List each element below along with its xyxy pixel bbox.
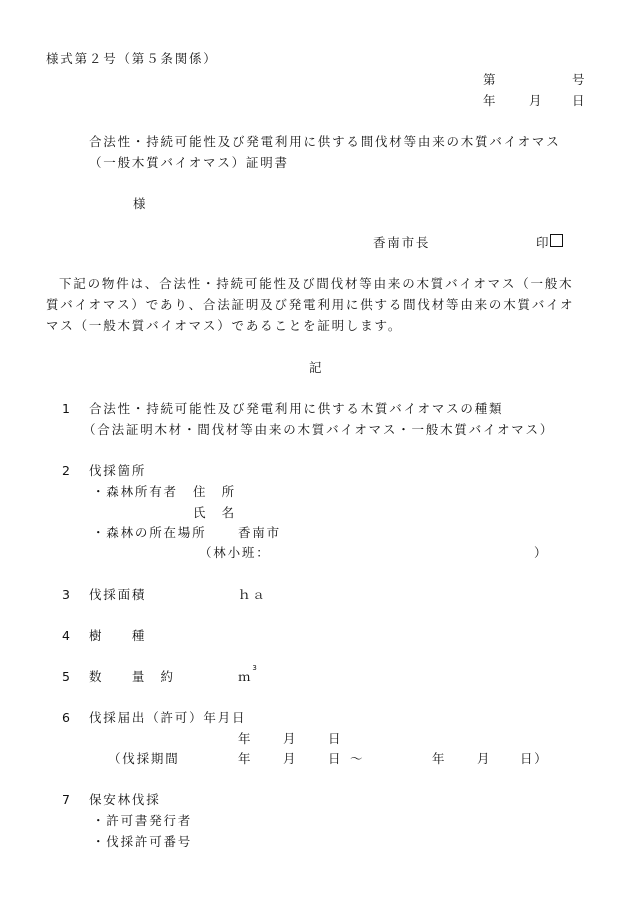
- issuer-name: 香南市長: [373, 235, 431, 250]
- item1-label: 合法性・持続可能性及び発電利用に供する木質バイオマスの種類: [89, 401, 504, 416]
- item1-detail: （合法証明木材・間伐材等由来の木質バイオマス・一般木質バイオマス）: [83, 422, 555, 437]
- item6-period-end-month: 月: [477, 751, 492, 766]
- certificate-title-line2: （一般木質バイオマス）証明書: [89, 155, 289, 170]
- addressee-honorific: 様: [133, 196, 148, 211]
- item6-label: 伐採届出（許可）年月日: [89, 710, 247, 725]
- doc-number-suffix: 号: [572, 72, 587, 87]
- item6-period-start-month: 月: [283, 751, 298, 766]
- item6-period-close: 日）: [520, 751, 549, 766]
- item2-label: 伐採箇所: [89, 463, 147, 478]
- item7-number: 7: [62, 792, 72, 807]
- date-year-label: 年: [483, 93, 498, 108]
- item5-number: 5: [62, 669, 72, 684]
- item4-label: 樹 種: [89, 628, 147, 643]
- item2-location-label: ・森林の所在場所: [92, 525, 207, 540]
- item6-period-end-year: 年: [432, 751, 447, 766]
- item3-unit: ｈａ: [238, 587, 267, 602]
- item6-period-start-day: 日: [328, 751, 343, 766]
- doc-number-prefix: 第: [483, 72, 498, 87]
- item6-period-start-year: 年: [238, 751, 253, 766]
- item5-unit-superscript: 3: [252, 664, 257, 672]
- item3-label: 伐採面積: [89, 587, 147, 602]
- item6-month-label: 月: [283, 731, 298, 746]
- certificate-title-line1: 合法性・持続可能性及び発電利用に供する間伐材等由来の木質バイオマス: [89, 134, 561, 149]
- item7-permit-label: ・伐採許可番号: [92, 834, 193, 849]
- item6-day-label: 日: [328, 731, 343, 746]
- item6-period-label: （伐採期間: [108, 751, 180, 766]
- item5-unit: [238, 664, 257, 685]
- item6-number: 6: [62, 710, 72, 725]
- date-month-label: 月: [529, 93, 544, 108]
- body-line3: マス（一般木質バイオマス）であることを証明します。: [46, 318, 403, 333]
- item2-subcompartment-label: （林小班：: [199, 545, 271, 560]
- seal-box-icon: [550, 234, 563, 247]
- date-day-label: 日: [572, 93, 587, 108]
- item5-unit-base: ｍ: [238, 669, 253, 685]
- item7-label: 保安林伐採: [89, 792, 161, 807]
- item5-label: 数 量 約: [89, 669, 175, 684]
- item2-number: 2: [62, 463, 72, 478]
- item2-owner-label: ・森林所有者: [92, 484, 178, 499]
- item2-address-label: 住 所: [193, 484, 236, 499]
- item4-number: 4: [62, 628, 72, 643]
- item6-year-label: 年: [238, 731, 253, 746]
- item2-name-label: 氏 名: [193, 505, 236, 520]
- item2-location-value: 香南市: [238, 525, 281, 540]
- body-line2: 質バイオマス）であり、合法証明及び発電利用に供する間伐材等由来の木質バイオ: [46, 297, 575, 312]
- item3-number: 3: [62, 587, 72, 602]
- notice-heading: 記: [309, 360, 324, 375]
- item2-subcompartment-close: ）: [534, 545, 549, 560]
- form-label: 様式第２号（第５条関係）: [46, 51, 218, 66]
- item6-period-tilde: 〜: [350, 751, 365, 766]
- item7-issuer-label: ・許可書発行者: [92, 813, 193, 828]
- body-line1: 下記の物件は、合法性・持続可能性及び間伐材等由来の木質バイオマス（一般木: [59, 276, 574, 291]
- item1-number: 1: [62, 401, 72, 416]
- seal-label: 印: [536, 235, 551, 250]
